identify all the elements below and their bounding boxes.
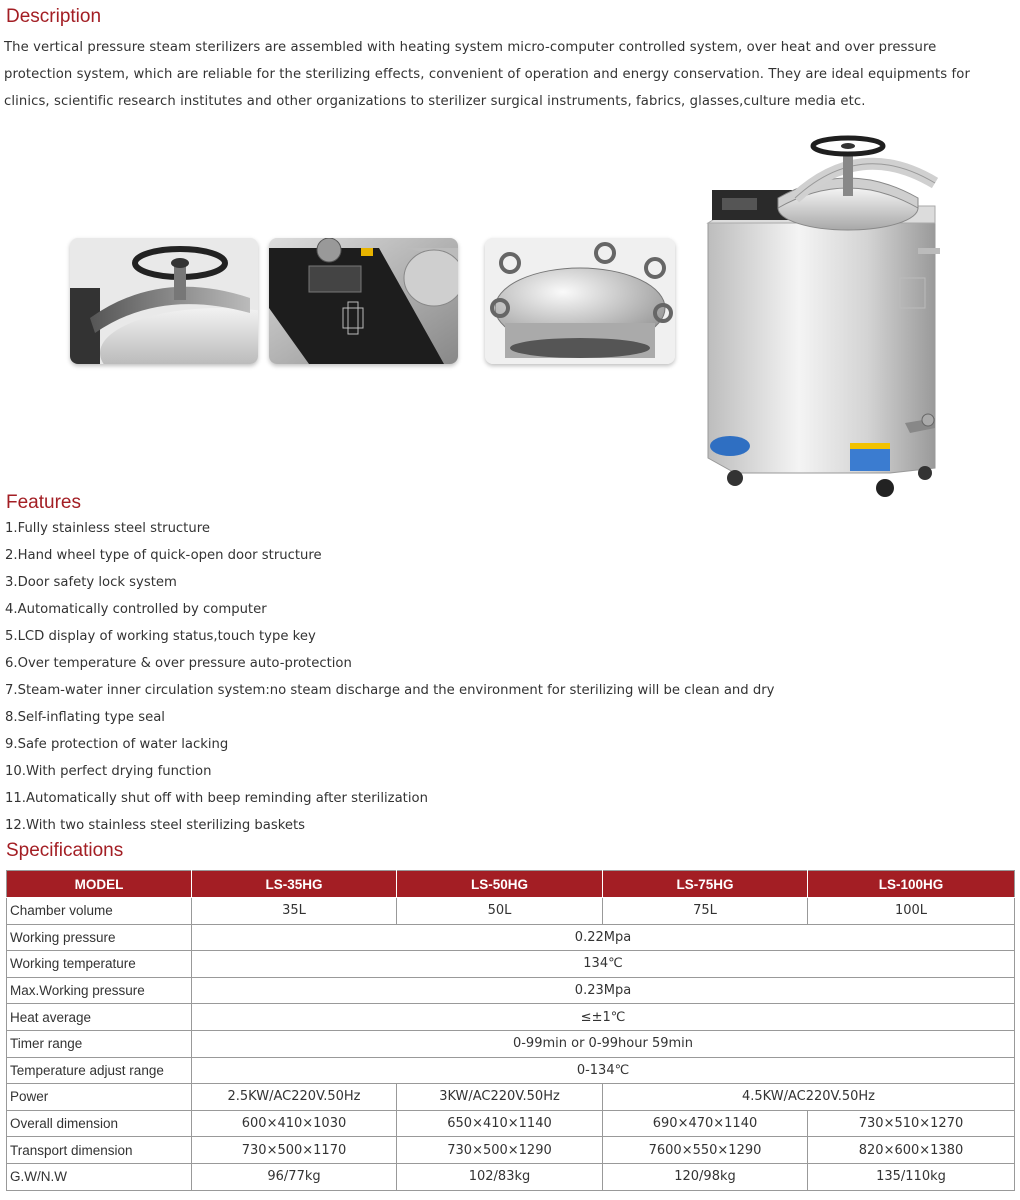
cell: 50L: [397, 898, 603, 925]
cell: 75L: [603, 898, 808, 925]
row-label: Heat average: [7, 1004, 192, 1031]
feature-item: 6.Over temperature & over pressure auto-protection: [5, 656, 352, 671]
table-row: [7, 1004, 1015, 1031]
cell: 0.23Mpa: [192, 977, 1015, 1004]
specifications-heading: Specifications: [6, 840, 124, 861]
feature-item: 4.Automatically controlled by computer: [5, 602, 267, 617]
header-model: MODEL: [7, 871, 192, 898]
feature-item: 11.Automatically shut off with beep reminding after sterilization: [5, 791, 428, 806]
row-label: G.W/N.W: [7, 1163, 192, 1190]
cell: 730×510×1270: [808, 1110, 1015, 1137]
cell: 100L: [808, 898, 1015, 925]
header-ls-75hg: LS-75HG: [603, 871, 808, 898]
table-header-row: [7, 871, 1015, 898]
table-row: [7, 1057, 1015, 1084]
table-row: [7, 1163, 1015, 1190]
cell: 730×500×1290: [397, 1137, 603, 1164]
cell: 3KW/AC220V.50Hz: [397, 1084, 603, 1111]
cell: 0-99min or 0-99hour 59min: [192, 1030, 1015, 1057]
row-label: Transport dimension: [7, 1137, 192, 1164]
row-label: Timer range: [7, 1030, 192, 1057]
feature-item: 10.With perfect drying function: [5, 764, 212, 779]
sterilizer-product-photo: [700, 128, 950, 498]
control-panel-photo: [269, 238, 458, 364]
cell: 730×500×1170: [192, 1137, 397, 1164]
table-row: [7, 1110, 1015, 1137]
row-label: Working temperature: [7, 951, 192, 978]
cell: 35L: [192, 898, 397, 925]
cell: ≤±1℃: [192, 1004, 1015, 1031]
header-ls-100hg: LS-100HG: [808, 871, 1015, 898]
table-row: [7, 898, 1015, 925]
table-row: [7, 1030, 1015, 1057]
feature-item: 5.LCD display of working status,touch type key: [5, 629, 316, 644]
row-label: Power: [7, 1084, 192, 1111]
header-ls-35hg: LS-35HG: [192, 871, 397, 898]
cell: 650×410×1140: [397, 1110, 603, 1137]
feature-item: 7.Steam-water inner circulation system:no steam discharge and the environment for sterilizing will be clean and dry: [5, 683, 775, 698]
cell: 0.22Mpa: [192, 924, 1015, 951]
cell: 690×470×1140: [603, 1110, 808, 1137]
table-row: [7, 1137, 1015, 1164]
cell: 600×410×1030: [192, 1110, 397, 1137]
cell: 4.5KW/AC220V.50Hz: [603, 1084, 1015, 1111]
feature-item: 3.Door safety lock system: [5, 575, 177, 590]
row-label: Chamber volume: [7, 898, 192, 925]
row-label: Working pressure: [7, 924, 192, 951]
row-label: Overall dimension: [7, 1110, 192, 1137]
cell: 7600×550×1290: [603, 1137, 808, 1164]
row-label: Temperature adjust range: [7, 1057, 192, 1084]
cell: 102/83kg: [397, 1163, 603, 1190]
header-ls-50hg: LS-50HG: [397, 871, 603, 898]
feature-item: 1.Fully stainless steel structure: [5, 521, 210, 536]
description-heading: Description: [6, 6, 102, 27]
cell: 0-134℃: [192, 1057, 1015, 1084]
door-lid-photo: [485, 238, 675, 364]
cell: 120/98kg: [603, 1163, 808, 1190]
features-heading: Features: [6, 492, 81, 513]
hand-wheel-photo: [70, 238, 258, 364]
cell: 134℃: [192, 951, 1015, 978]
table-row: [7, 1084, 1015, 1111]
features-list: [5, 515, 774, 839]
cell: 96/77kg: [192, 1163, 397, 1190]
row-label: Max.Working pressure: [7, 977, 192, 1004]
feature-item: 12.With two stainless steel sterilizing baskets: [5, 818, 306, 833]
table-row: [7, 924, 1015, 951]
description-text: The vertical pressure steam sterilizers are assembled with heating system micro-computer controlled system, over heat and over pressure protection system, which are reliable for the sterilizing effects, convenient of operation and energy conservation. They are ideal equipments for clinics, scientific research institutes and other organizations to sterilizer surgical instruments, fabrics, glasses,culture media etc.: [4, 40, 970, 109]
cell: 135/110kg: [808, 1163, 1015, 1190]
cell: 2.5KW/AC220V.50Hz: [192, 1084, 397, 1111]
table-row: [7, 977, 1015, 1004]
table-row: [7, 951, 1015, 978]
cell: 820×600×1380: [808, 1137, 1015, 1164]
specifications-table: [6, 870, 1015, 1191]
feature-item: 8.Self-inflating type seal: [5, 710, 165, 725]
feature-item: 2.Hand wheel type of quick-open door structure: [5, 548, 322, 563]
feature-item: 9.Safe protection of water lacking: [5, 737, 229, 752]
